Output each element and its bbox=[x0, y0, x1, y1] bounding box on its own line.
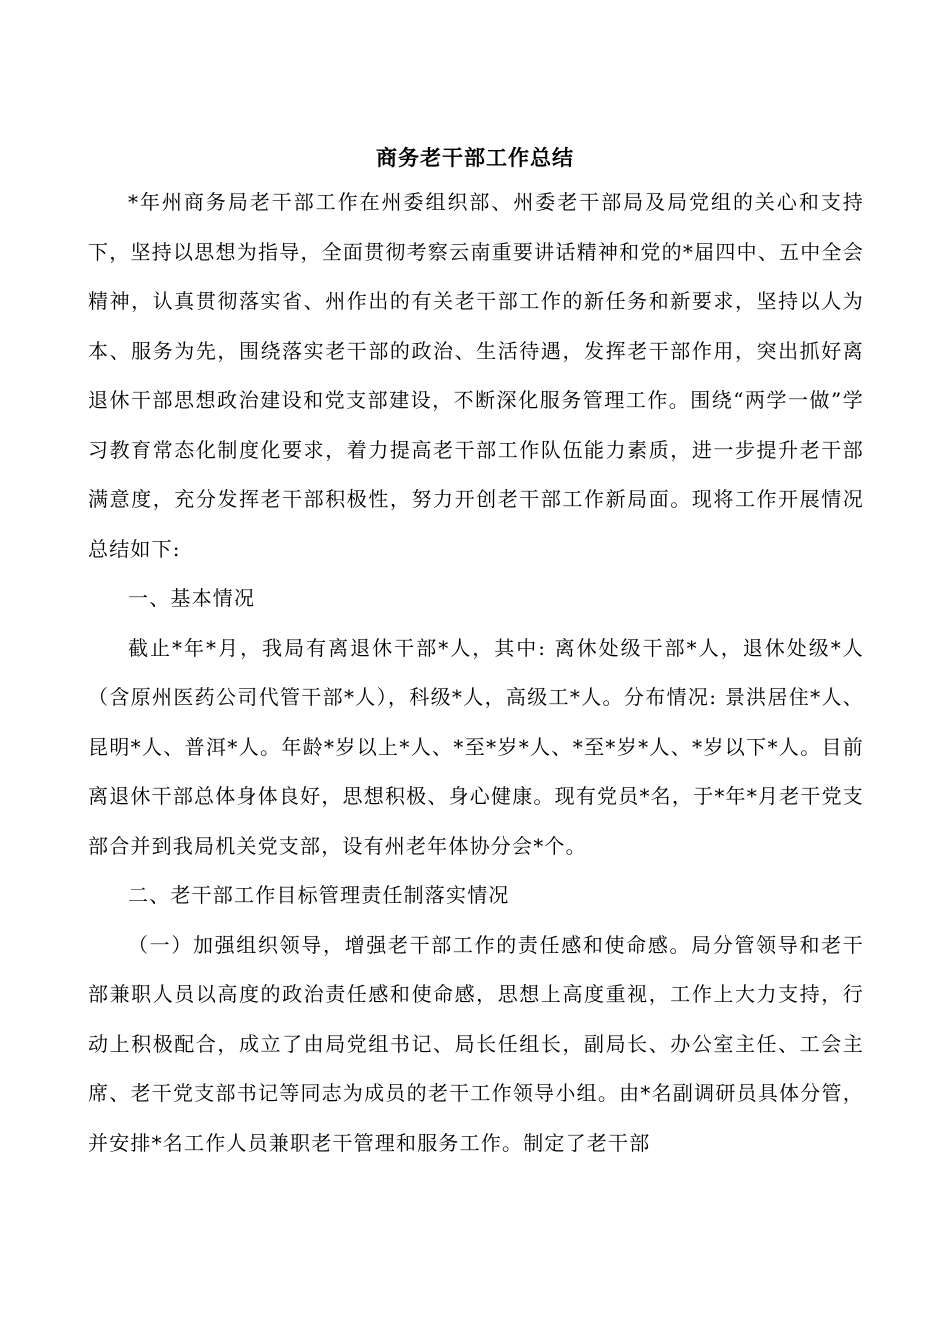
organization-leadership-paragraph: （一）加强组织领导，增强老干部工作的责任感和使命感。局分管领导和老干部兼职人员以高度的政治责任感和使命感，思想上高度重视，工作上大力支持，行动上积极配合，成立了由局党组书记、局长任组长，副局长、办公室主任、工会主席、老干党支部书记等同志为成员的老干工作领导小组。由*名副调研员具体分管，并安排*名工作人员兼职老干管理和服务工作。制定了老干部 bbox=[88, 932, 864, 1155]
basic-situation-paragraph: 截止*年*月，我局有离退休干部*人，其中: 离休处级干部*人，退休处级*人（含原州医药公司代管干部*人），科级*人，高级工*人。分布情况: 景洪居住*人、昆明*人、普洱*人。年龄*岁以上*人、*至*岁*人、*至*岁*人、*岁以下*人。目前离退休干部总体身体良好，思想积极、身心健康。现有党员*名，于*年*月老干党支部合并到我局机关党支部，设有州老年体协分会*个。 bbox=[88, 635, 864, 858]
document-title: 商务老干部工作总结 bbox=[376, 145, 574, 170]
section-heading-responsibility: 二、老干部工作目标管理责任制落实情况 bbox=[128, 883, 510, 907]
section-heading-basic-situation: 一、基本情况 bbox=[128, 586, 256, 610]
intro-paragraph: *年州商务局老干部工作在州委组织部、州委老干部局及局党组的关心和支持下，坚持以思想为指导，全面贯彻考察云南重要讲话精神和党的*届四中、五中全会精神，认真贯彻落实省、州作出的有关老干部工作的新任务和新要求，坚持以人为本、服务为先，围绕落实老干部的政治、生活待遇，发挥老干部作用，突出抓好离退休干部思想政治建设和党支部建设，不断深化服务管理工作。围绕“两学一做”学习教育常态化制度化要求，着力提高老干部工作队伍能力素质，进一步提升老干部满意度，充分发挥老干部积极性，努力开创老干部工作新局面。现将工作开展情况总结如下: bbox=[88, 190, 864, 561]
document-body bbox=[88, 178, 864, 1168]
